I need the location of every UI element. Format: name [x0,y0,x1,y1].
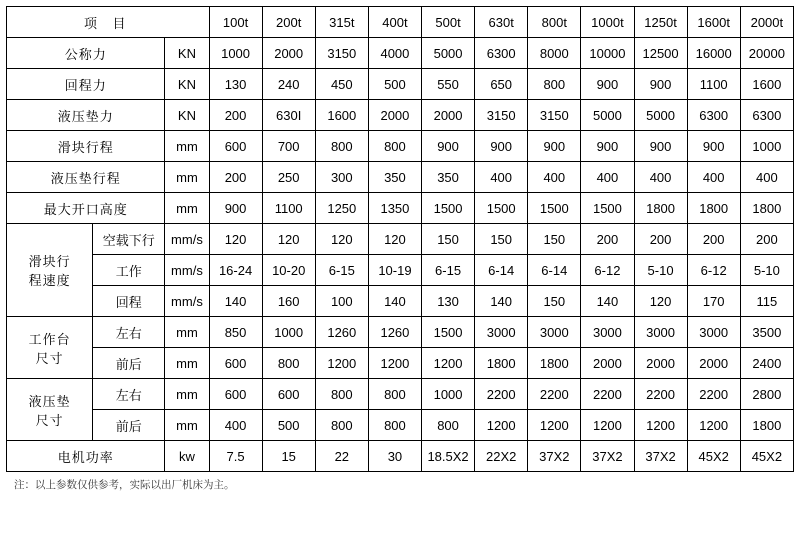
cell: 7.5 [209,441,262,472]
cell: 1200 [315,348,368,379]
cell: 600 [209,379,262,410]
cell: 3150 [315,38,368,69]
cell: 3000 [475,317,528,348]
cell: 1200 [475,410,528,441]
table-row [7,441,794,472]
cell: 6-12 [687,255,740,286]
column-header: 630t [475,7,528,38]
cell: 15 [262,441,315,472]
column-header: 2000t [740,7,793,38]
cell: 900 [581,69,634,100]
cell: 1200 [368,348,421,379]
row-unit: mm [165,162,209,193]
cell: 120 [368,224,421,255]
cell: 900 [209,193,262,224]
cell: 6-12 [581,255,634,286]
cell: 6300 [740,100,793,131]
cell: 160 [262,286,315,317]
cell: 140 [581,286,634,317]
cell: 6300 [475,38,528,69]
cell: 6-14 [475,255,528,286]
cell: 800 [262,348,315,379]
table-row [7,348,794,379]
cell: 200 [581,224,634,255]
column-header: 1600t [687,7,740,38]
table-row [7,286,794,317]
cell: 550 [422,69,475,100]
cell: 150 [528,224,581,255]
cell: 650 [475,69,528,100]
cell: 1500 [528,193,581,224]
group-label-line1: 液压垫 [28,393,71,409]
cell: 200 [209,100,262,131]
cell: 2000 [422,100,475,131]
table-row [7,69,794,100]
cell: 5000 [422,38,475,69]
cell: 37X2 [581,441,634,472]
cell: 140 [475,286,528,317]
row-unit: KN [165,69,209,100]
cell: 900 [581,131,634,162]
cell: 450 [315,69,368,100]
cell: 1500 [422,193,475,224]
cell: 2000 [687,348,740,379]
cell: 1250 [315,193,368,224]
row-sublabel: 空载下行 [93,224,165,255]
cell: 600 [209,348,262,379]
cell: 400 [687,162,740,193]
cell: 140 [209,286,262,317]
cell: 1200 [634,410,687,441]
cell: 4000 [368,38,421,69]
row-label: 回程力 [7,69,165,100]
cell: 400 [528,162,581,193]
group-label-line1: 滑块行 [28,254,71,269]
group-label-line2: 尺寸 [35,412,64,428]
cell: 6300 [687,100,740,131]
row-unit: mm/s [165,255,209,286]
cell: 240 [262,69,315,100]
cell: 1260 [368,317,421,348]
cell: 1800 [740,410,793,441]
table-row [7,38,794,69]
cell: 3150 [528,100,581,131]
column-header: 200t [262,7,315,38]
row-label: 公称力 [7,38,165,69]
column-header: 800t [528,7,581,38]
cell: 1800 [528,348,581,379]
cell: 6-14 [528,255,581,286]
cell: 2200 [581,379,634,410]
cell: 37X2 [634,441,687,472]
cell: 2200 [687,379,740,410]
table-footnote: 注：以上参数仅供参考，实际以出厂机床为主。 [14,479,235,491]
cell: 37X2 [528,441,581,472]
cell: 120 [262,224,315,255]
cell: 800 [368,379,421,410]
cell: 900 [634,131,687,162]
cell: 1500 [475,193,528,224]
cell: 1800 [687,193,740,224]
cell: 200 [209,162,262,193]
row-label: 滑块行程 [7,131,165,162]
cell: 3500 [740,317,793,348]
cell: 115 [740,286,793,317]
cell: 6-15 [422,255,475,286]
cell: 120 [634,286,687,317]
cell: 800 [422,410,475,441]
row-sublabel: 回程 [93,286,165,317]
cell: 800 [368,410,421,441]
cell: 8000 [528,38,581,69]
cell: 22X2 [475,441,528,472]
row-unit: mm [165,379,209,410]
table-title: 项 目 [7,7,210,38]
cell: 22 [315,441,368,472]
table-row [7,379,794,410]
row-sublabel: 工作 [93,255,165,286]
cell: 900 [475,131,528,162]
cell: 2000 [634,348,687,379]
cell: 400 [740,162,793,193]
table-row [7,131,794,162]
cell: 1000 [209,38,262,69]
cell: 45X2 [740,441,793,472]
cell: 12500 [634,38,687,69]
cell: 5-10 [634,255,687,286]
row-sublabel: 前后 [93,348,165,379]
cell: 120 [209,224,262,255]
cell: 800 [528,69,581,100]
cell: 150 [528,286,581,317]
column-header: 400t [368,7,421,38]
cell: 600 [209,131,262,162]
row-group-label-cushion [7,379,93,441]
cell: 1800 [740,193,793,224]
cell: 2000 [581,348,634,379]
cell: 630I [262,100,315,131]
cell: 850 [209,317,262,348]
row-label: 电机功率 [7,441,165,472]
cell: 20000 [740,38,793,69]
cell: 3000 [687,317,740,348]
cell: 150 [422,224,475,255]
cell: 18.5X2 [422,441,475,472]
row-unit: mm [165,317,209,348]
cell: 5000 [581,100,634,131]
group-label-line2: 程速度 [28,273,71,288]
cell: 1200 [581,410,634,441]
cell: 1500 [581,193,634,224]
cell: 3000 [634,317,687,348]
row-unit: mm [165,193,209,224]
table-header-row [7,7,794,38]
cell: 900 [422,131,475,162]
table-row [7,410,794,441]
cell: 130 [422,286,475,317]
cell: 140 [368,286,421,317]
row-label: 最大开口高度 [7,193,165,224]
cell: 1800 [475,348,528,379]
cell: 30 [368,441,421,472]
cell: 1100 [687,69,740,100]
row-unit: mm/s [165,224,209,255]
row-group-label-speed [7,224,93,317]
row-sublabel: 左右 [93,317,165,348]
cell: 3000 [528,317,581,348]
cell: 800 [315,410,368,441]
cell: 900 [528,131,581,162]
cell: 800 [315,379,368,410]
cell: 1800 [634,193,687,224]
group-label-line1: 工作台 [28,331,71,347]
row-unit: KN [165,100,209,131]
cell: 1200 [422,348,475,379]
column-header: 100t [209,7,262,38]
row-unit: mm/s [165,286,209,317]
row-unit: mm [165,131,209,162]
cell: 1000 [740,131,793,162]
cell: 700 [262,131,315,162]
cell: 3000 [581,317,634,348]
cell: 200 [740,224,793,255]
table-row [7,100,794,131]
cell: 900 [687,131,740,162]
cell: 1100 [262,193,315,224]
cell: 400 [581,162,634,193]
cell: 400 [209,410,262,441]
cell: 2200 [528,379,581,410]
cell: 1500 [422,317,475,348]
cell: 800 [315,131,368,162]
cell: 400 [475,162,528,193]
group-label-line2: 尺寸 [35,350,64,366]
cell: 500 [368,69,421,100]
cell: 2400 [740,348,793,379]
specification-table [6,6,794,472]
cell: 10-19 [368,255,421,286]
cell: 2200 [634,379,687,410]
cell: 200 [687,224,740,255]
cell: 45X2 [687,441,740,472]
cell: 1000 [422,379,475,410]
cell: 10-20 [262,255,315,286]
table-row [7,317,794,348]
cell: 600 [262,379,315,410]
cell: 250 [262,162,315,193]
row-unit: KN [165,38,209,69]
row-unit: mm [165,410,209,441]
cell: 5-10 [740,255,793,286]
cell: 5000 [634,100,687,131]
column-header: 1000t [581,7,634,38]
cell: 300 [315,162,368,193]
row-unit: mm [165,348,209,379]
row-sublabel: 左右 [93,379,165,410]
table-row [7,193,794,224]
cell: 16-24 [209,255,262,286]
cell: 500 [262,410,315,441]
cell: 200 [634,224,687,255]
cell: 1350 [368,193,421,224]
column-header: 315t [315,7,368,38]
table-row [7,162,794,193]
cell: 400 [634,162,687,193]
cell: 16000 [687,38,740,69]
cell: 1260 [315,317,368,348]
table-row [7,224,794,255]
cell: 100 [315,286,368,317]
cell: 900 [634,69,687,100]
cell: 130 [209,69,262,100]
cell: 170 [687,286,740,317]
cell: 2200 [475,379,528,410]
cell: 1000 [262,317,315,348]
row-label: 液压垫力 [7,100,165,131]
row-group-label-worktable [7,317,93,379]
cell: 1600 [740,69,793,100]
cell: 6-15 [315,255,368,286]
cell: 2000 [368,100,421,131]
column-header: 1250t [634,7,687,38]
cell: 1600 [315,100,368,131]
table-row [7,255,794,286]
row-sublabel: 前后 [93,410,165,441]
cell: 2000 [262,38,315,69]
cell: 2800 [740,379,793,410]
row-label: 液压垫行程 [7,162,165,193]
cell: 3150 [475,100,528,131]
cell: 800 [368,131,421,162]
row-unit: kw [165,441,209,472]
cell: 150 [475,224,528,255]
cell: 10000 [581,38,634,69]
column-header: 500t [422,7,475,38]
cell: 350 [368,162,421,193]
cell: 1200 [687,410,740,441]
cell: 1200 [528,410,581,441]
cell: 350 [422,162,475,193]
cell: 120 [315,224,368,255]
